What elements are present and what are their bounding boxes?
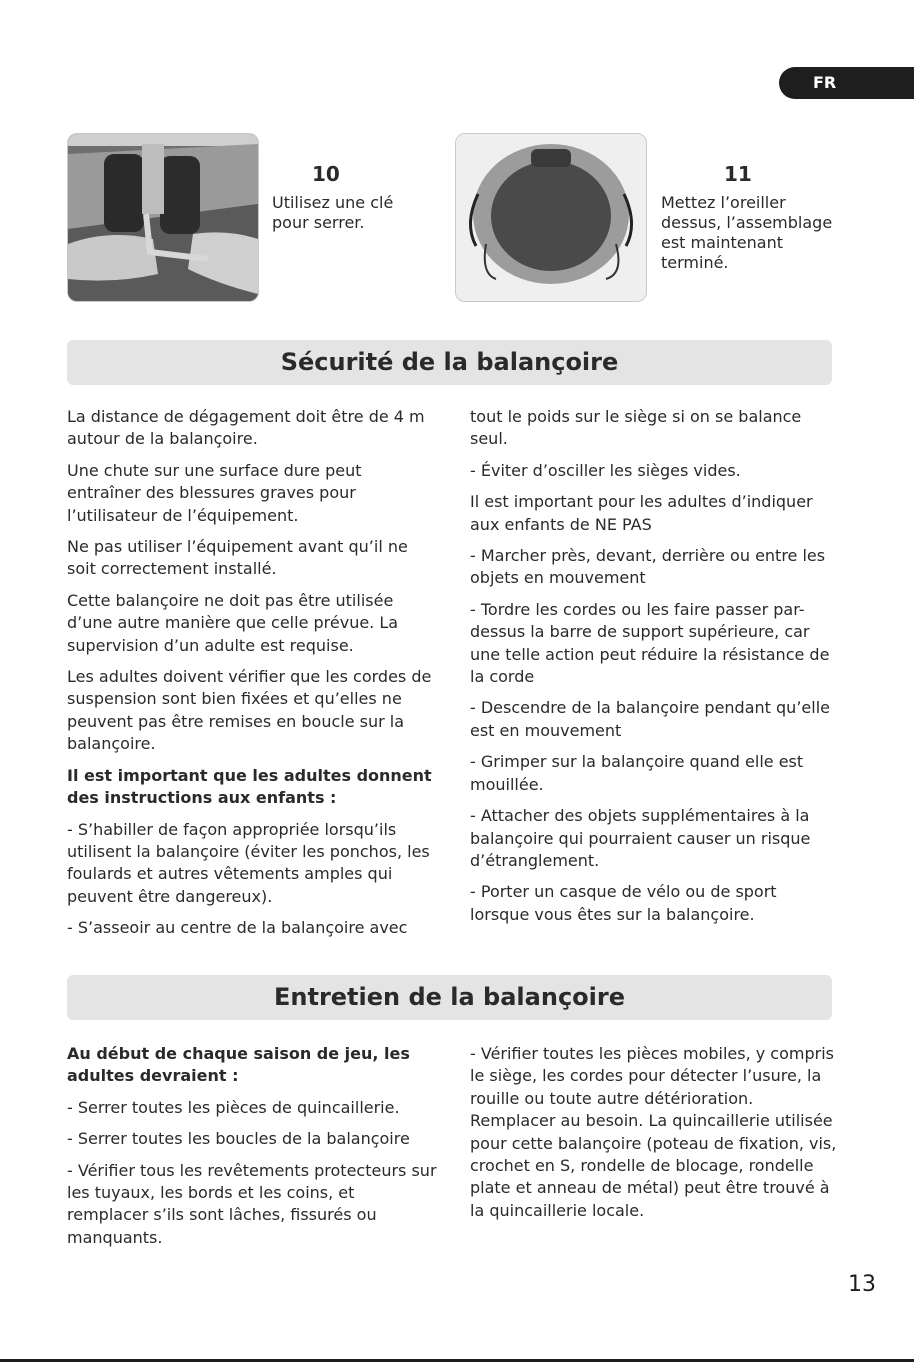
paragraph: Il est important pour les adultes d’indiquer aux enfants de NE PAS (470, 492, 813, 534)
safety-right-column (470, 406, 840, 935)
paragraph: - Tordre les cordes ou les faire passer par-dessus la barre de support supérieure, car une telle action peut réduire la résistance de la corde (470, 599, 830, 687)
maintenance-section-title: Entretien de la balançoire (67, 975, 832, 1020)
bold-paragraph: Au début de chaque saison de jeu, les adultes devraient : (67, 1044, 410, 1086)
paragraph: - Vérifier toutes les pièces mobiles, y compris le siège, les cordes pour détecter l’usure, la rouille ou toute autre détérioration. Remplacer au besoin. La quincaillerie utilisée pour cette balançoire (poteau de fixation, vis, crochet en S, rondelle de blocage, rondelle plate et anneau de métal) peut être trouvé à la quincaillerie locale. (470, 1044, 837, 1220)
paragraph: - Attacher des objets supplémentaires à la balançoire qui pourraient causer un risque d’étranglement. (470, 806, 811, 870)
page-number: 13 (848, 1272, 876, 1297)
step-10-text: Utilisez une clé pour serrer. (272, 193, 394, 232)
paragraph: Une chute sur une surface dure peut entraîner des blessures graves pour l’utilisateur de l’équipement. (67, 460, 362, 525)
paragraph: tout le poids sur le siège si on se balance seul. (470, 407, 802, 449)
paragraph: - Descendre de la balançoire pendant qu’elle est en mouvement (470, 698, 830, 740)
language-tab: FR (779, 67, 914, 99)
paragraph: - Serrer toutes les pièces de quincaillerie. (67, 1097, 400, 1117)
paragraph: - Vérifier tous les revêtements protecteurs sur les tuyaux, les bords et les coins, et remplacer s’ils sont lâches, fissurés ou manquants. (67, 1160, 437, 1247)
maintenance-left-column (67, 1043, 439, 1258)
bold-paragraph: Il est important que les adultes donnent des instructions aux enfants : (67, 765, 432, 808)
paragraph: Cette balançoire ne doit pas être utilisée d’une autre manière que celle prévue. La supervision d’un adulte est requise. (67, 590, 399, 655)
paragraph: - Grimper sur la balançoire quand elle est mouillée. (470, 752, 804, 794)
paragraph: - Serrer toutes les boucles de la balançoire (67, 1129, 410, 1149)
paragraph: - Marcher près, devant, derrière ou entre les objets en mouvement (470, 546, 826, 588)
step-11-photo (455, 133, 647, 302)
paragraph: La distance de dégagement doit être de 4 m autour de la balançoire. (67, 407, 425, 449)
step-11-number: 11 (724, 162, 752, 186)
paragraph: - S’habiller de façon appropriée lorsqu’ils utilisent la balançoire (éviter les ponchos, les foulards et autres vêtements amples qui peuvent être dangereux). (67, 819, 430, 906)
paragraph: - Éviter d’osciller les sièges vides. (470, 460, 741, 480)
paragraph: Les adultes doivent vérifier que les cordes de suspension sont bien fixées et qu’elles ne peuvent pas être remises en boucle sur la balançoire. (67, 667, 432, 754)
safety-section-title: Sécurité de la balançoire (67, 340, 832, 385)
step-10-photo (67, 133, 259, 302)
paragraph: - S’asseoir au centre de la balançoire avec (67, 918, 408, 938)
paragraph: - Porter un casque de vélo ou de sport lorsque vous êtes sur la balançoire. (470, 882, 777, 924)
maintenance-right-column (470, 1043, 840, 1231)
swing-seat-illustration (456, 134, 646, 301)
step-11-text: Mettez l’oreiller dessus, l’assemblage est maintenant terminé. (661, 193, 833, 272)
safety-left-column (67, 406, 439, 949)
paragraph: Ne pas utiliser l’équipement avant qu’il ne soit correctement installé. (67, 537, 408, 579)
wrench-strap-illustration (68, 134, 258, 301)
step-10-number: 10 (312, 162, 340, 186)
